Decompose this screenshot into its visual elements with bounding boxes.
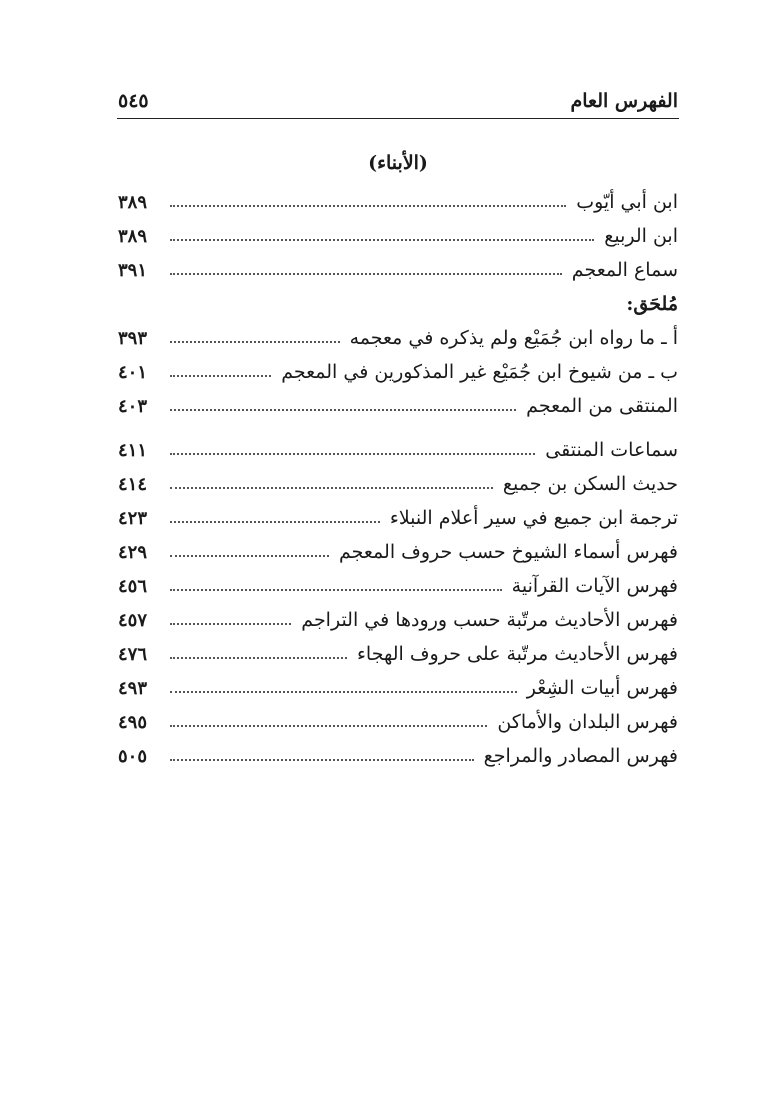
toc-entry-page: ٤٠٣ [118,395,148,417]
toc-entry [118,254,678,286]
section-heading: (الأبناء) [368,152,428,174]
toc-entry-title: ترجمة ابن جميع في سير أعلام النبلاء [389,507,678,529]
toc-entry-title: حديث السكن بن جميع [502,473,678,495]
toc-entry [118,502,678,534]
toc-entry-title: فهرس الآيات القرآنية [511,575,678,597]
toc-entry-page: ٣٨٩ [118,191,148,213]
dot-leader [170,713,487,727]
header-title: الفهرس العام [570,90,678,112]
toc-entry [118,390,678,422]
toc-entry [118,468,678,500]
toc-entry-page: ٤٠١ [118,361,148,383]
dot-leader [170,329,340,343]
dot-leader [170,441,535,455]
toc-entry [118,536,678,568]
toc-entry-page: ٤٢٩ [118,541,148,563]
toc-entry-page: ٤٢٣ [118,507,148,529]
toc-entry-title: سماع المعجم [571,259,678,281]
dot-leader [170,645,347,659]
dot-leader [170,363,271,377]
dot-leader [170,577,502,591]
toc-entry-page: ٤١١ [118,439,148,461]
toc-entry-page: ٣٩٣ [118,327,148,349]
dot-leader [170,397,516,411]
dot-leader [170,611,291,625]
toc-entry-title: سماعات المنتقى [545,439,678,461]
dot-leader [170,261,562,275]
toc-entry-title: فهرس البلدان والأماكن [497,711,678,733]
toc-entry-page: ٤٧٦ [118,643,148,665]
toc-entry-title: فهرس أبيات الشِعْر [526,677,678,699]
toc-entry-page: ٤٩٣ [118,677,148,699]
header-divider [117,118,679,119]
toc-entry-title: ابن الربيع [604,225,678,247]
toc-entry-title: فهرس الأحاديث مرتّبة حسب ورودها في التراجم [301,609,678,631]
toc-entry [118,740,678,772]
toc-entry-title: فهرس المصادر والمراجع [483,745,678,767]
toc-entry-title: فهرس الأحاديث مرتّبة على حروف الهجاء [356,643,678,665]
toc-entry [118,604,678,636]
toc-entry [118,638,678,670]
toc-entry-page: ٤٩٥ [118,711,148,733]
toc-entry-page: ٥٠٥ [118,745,148,767]
toc-entry [118,322,678,354]
dot-leader [170,509,380,523]
appendix-label-row [118,288,678,320]
appendix-label: مُلحَق: [626,293,678,315]
dot-leader [170,543,329,557]
header-page-number: ٥٤٥ [118,90,149,112]
toc-entry-title: فهرس أسماء الشيوخ حسب حروف المعجم [338,541,678,563]
toc-entry-page: ٣٩١ [118,259,148,281]
dot-leader [170,227,594,241]
toc-entry-page: ٣٨٩ [118,225,148,247]
toc-entry-page: ٤٥٧ [118,609,148,631]
toc-entry [118,434,678,466]
toc-entry [118,186,678,218]
table-of-contents [118,184,678,804]
toc-entry [118,220,678,252]
toc-entry-title: أ ـ ما رواه ابن جُمَيْع ولم يذكره في معجمه [349,327,678,349]
toc-entry [118,706,678,738]
toc-entry [118,672,678,704]
dot-leader [170,193,566,207]
running-header [118,86,678,116]
toc-entry-title: ابن أبي أيّوب [576,191,678,213]
toc-entry-title: ب ـ من شيوخ ابن جُمَيْع غير المذكورين في المعجم [281,361,678,383]
toc-entry-page: ٤١٤ [118,473,148,495]
dot-leader [170,475,493,489]
dot-leader [170,679,517,693]
toc-entry [118,356,678,388]
dot-leader [170,747,474,761]
toc-entry-page: ٤٥٦ [118,575,148,597]
toc-entry [118,570,678,602]
toc-entry-title: المنتقى من المعجم [526,395,678,417]
